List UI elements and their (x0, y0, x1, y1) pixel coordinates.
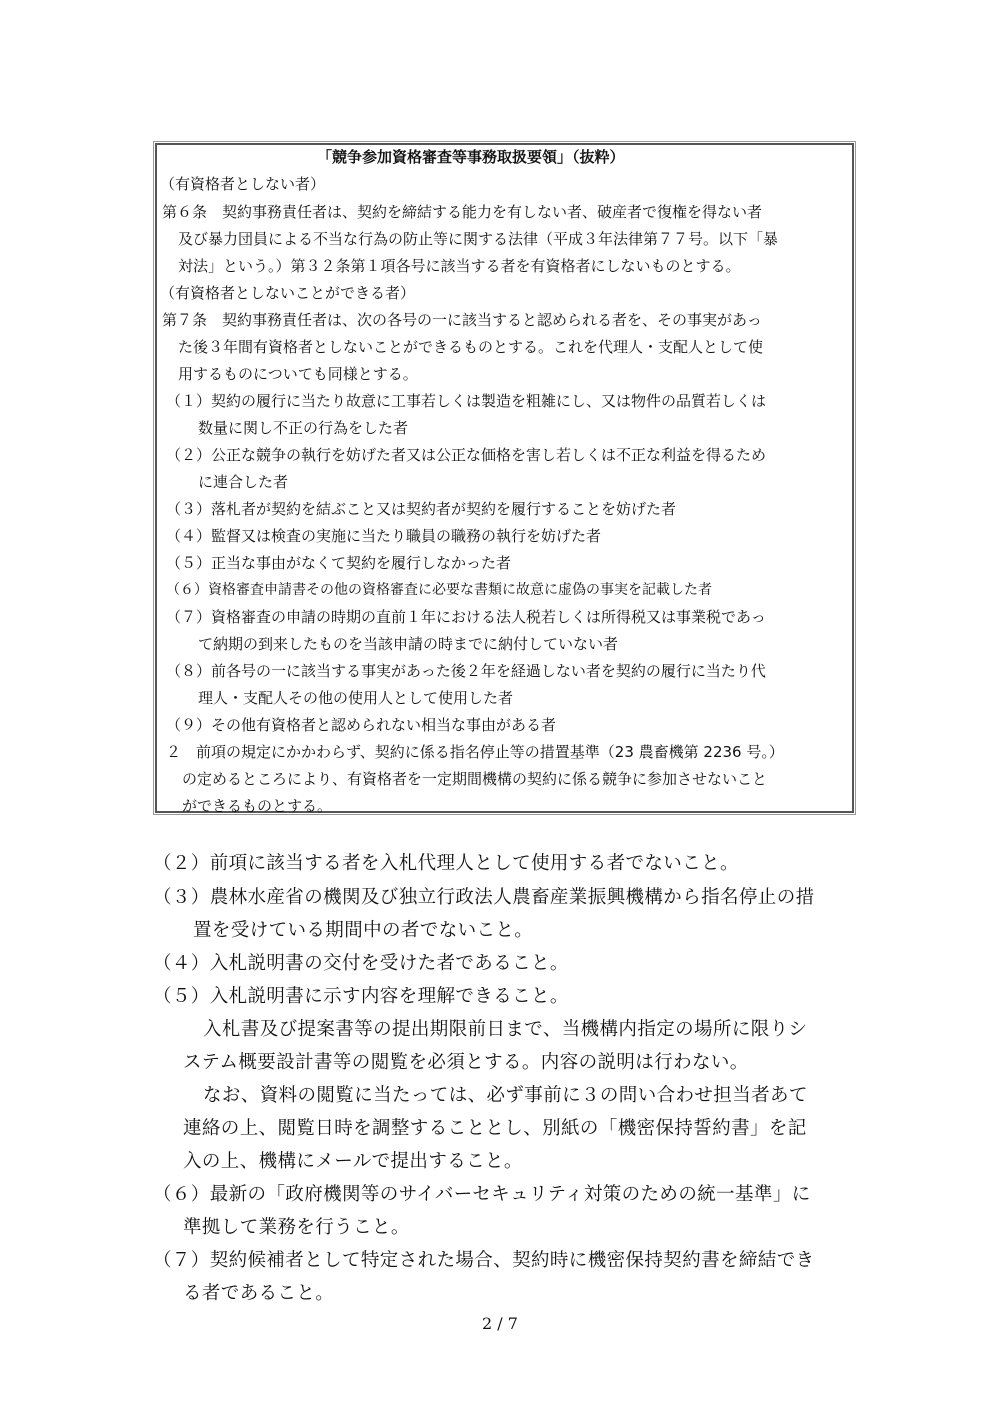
excerpt-line: に連合した者 (198, 473, 289, 491)
excerpt-line: て納期の到来したものを当該申請の時までに納付していない者 (198, 635, 619, 653)
excerpt-line: （１）契約の履行に当たり故意に工事若しくは製造を粗雑にし、又は物件の品質若しくは (166, 392, 767, 410)
body-line: （７）契約候補者として特定された場合、契約時に機密保持契約書を締結でき (153, 1250, 815, 1271)
excerpt-line: 数量に関し不正の行為をした者 (198, 419, 409, 437)
body-line: 置を受けている期間中の者でないこと。 (193, 920, 534, 941)
body-line: なお、資料の閲覧に当たっては、必ず事前に３の問い合わせ担当者あて (203, 1085, 808, 1106)
body-line: 連絡の上、閲覧日時を調整することとし、別紙の「機密保持誓約書」を記 (183, 1118, 807, 1139)
body-line: （２）前項に該当する者を入札代理人として使用する者でないこと。 (153, 853, 739, 874)
excerpt-line: の定めるところにより、有資格者を一定期間機構の契約に係る競争に参加させないこと (182, 770, 768, 788)
excerpt-line: （５）正当な事由がなくて契約を履行しなかった者 (166, 554, 512, 572)
excerpt-line: 第７条 契約事務責任者は、次の各号の一に該当すると認められる者を、その事実があっ (162, 311, 762, 329)
body-line: （５）入札説明書に示す内容を理解できること。 (153, 986, 569, 1007)
excerpt-line: ができるものとする。 (182, 797, 333, 815)
body-line: 準拠して業務を行うこと。 (183, 1217, 410, 1238)
excerpt-line: （有資格者としない者） (160, 175, 326, 193)
excerpt-line: （６）資格審査申請書その他の資格審査に必要な書類に故意に虚偽の事実を記載した者 (166, 582, 712, 598)
excerpt-line: 用するものについても同様とする。 (178, 365, 418, 383)
body-line: 入の上、機構にメールで提出すること。 (183, 1151, 523, 1172)
excerpt-line: 理人・支配人その他の使用人として使用した者 (198, 689, 514, 707)
excerpt-line: た後３年間有資格者としないことができるものとする。これを代理人・支配人として使 (178, 338, 764, 356)
body-line: る者であること。 (183, 1283, 335, 1304)
body-line: ステム概要設計書等の閲覧を必須とする。内容の説明は行わない。 (183, 1052, 749, 1073)
body-line: （６）最新の「政府機関等のサイバーセキュリティ対策のための統一基準」に (153, 1184, 811, 1205)
page-number: 2 / 7 (482, 1314, 518, 1333)
excerpt-line: （３）落札者が契約を結ぶこと又は契約者が契約を履行することを妨げた者 (166, 500, 677, 518)
excerpt-line: 及び暴力団員による不当な行為の防止等に関する法律（平成３年法律第７７号。以下「暴 (178, 230, 779, 248)
excerpt-line: （４）監督又は検査の実施に当たり職員の職務の執行を妨げた者 (166, 527, 602, 545)
excerpt-line: 第６条 契約事務責任者は、契約を締結する能力を有しない者、破産者で復権を得ない者 (162, 203, 763, 221)
excerpt-line: （８）前各号の一に該当する事実があった後２年を経過しない者を契約の履行に当たり代 (166, 662, 766, 680)
excerpt-title: 「競争参加資格審査等事務取扱要領」（抜粋） (317, 148, 625, 166)
excerpt-line: 対法」という。）第３２条第１項各号に該当する者を有資格者にしないものとする。 (178, 257, 741, 275)
excerpt-line: ２ 前項の規定にかかわらず、契約に係る指名停止等の措置基準（23 農畜機第 2236 号。） (166, 743, 784, 761)
excerpt-line: （有資格者としないことができる者） (160, 284, 416, 302)
excerpt-line: （２）公正な競争の執行を妨げた者又は公正な価格を害し若しくは不正な利益を得るため (166, 446, 767, 464)
excerpt-line: （９）その他有資格者と認められない相当な事由がある者 (166, 716, 557, 734)
excerpt-line: （７）資格審査の申請の時期の直前１年における法人税若しくは所得税又は事業税であっ (166, 608, 766, 626)
body-line: 入札書及び提案書等の提出期限前日まで、当機構内指定の場所に限りシ (203, 1019, 808, 1040)
body-line: （３）農林水産省の機関及び独立行政法人農畜産業振興機構から指名停止の措 (153, 887, 815, 908)
body-line: （４）入札説明書の交付を受けた者であること。 (153, 953, 569, 974)
